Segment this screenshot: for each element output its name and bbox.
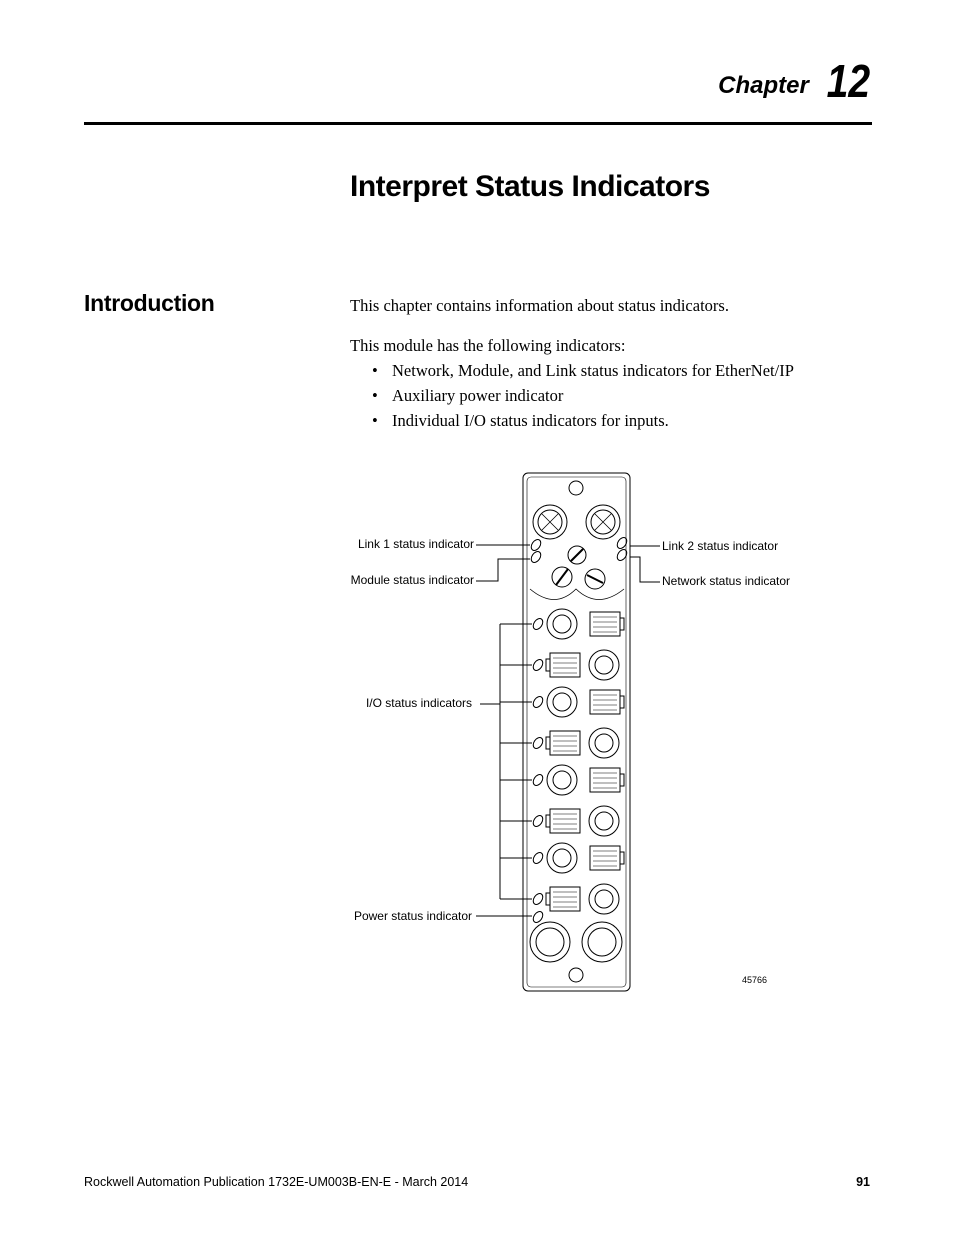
io-row-7 [547,843,624,873]
io-row-1 [547,609,624,639]
page-title: Interpret Status Indicators [350,170,710,203]
intro-text [350,293,870,433]
link2-callout: Link 2 status indicator [662,539,779,553]
chapter-label: Chapter [718,72,809,99]
rotary-switch-1 [568,546,586,564]
power-connector-2 [582,922,622,962]
power-connector-1 [530,922,570,962]
list-item: • Network, Module, and Link status indicators for EtherNet/IP [350,358,870,383]
switch-panel-outline [530,589,624,600]
section-heading: Introduction [84,290,215,316]
figure-number: 45766 [742,975,768,985]
link2-led [615,536,628,550]
chapter-heading [718,55,870,107]
io-row-8 [546,884,619,914]
list-item: • Auxiliary power indicator [350,383,870,408]
io-callout: I/O status indicators [365,696,472,710]
power-led [531,910,544,924]
link1-led [529,538,542,552]
chapter-rule [84,122,872,125]
list-item: • Individual I/O status indicators for inputs. [350,408,870,433]
io-led [531,617,544,906]
module-callout: Module status indicator [350,573,474,587]
link1-callout: Link 1 status indicator [357,537,474,551]
indicators-intro: This module has the following indicators: [350,336,626,355]
ethernet-connector-2 [586,505,620,539]
intro-paragraph: This chapter contains information about status indicators. [350,296,729,315]
io-row-6 [546,806,619,836]
rotary-switch-2 [552,567,572,587]
io-row-2 [546,650,619,680]
io-row-4 [546,728,619,758]
page-number: 91 [856,1175,870,1189]
module-led [529,550,542,564]
bottom-mounting-hole [569,968,583,982]
io-row-5 [547,765,624,795]
io-row-3 [547,687,624,717]
module-figure [340,465,810,1005]
network-led [615,548,628,562]
power-callout: Power status indicator [353,909,472,923]
footer-publication: Rockwell Automation Publication 1732E-UM003B-EN-E - March 2014 [84,1175,469,1189]
ethernet-connector-1 [533,505,567,539]
chapter-number: 12 [826,55,870,107]
top-mounting-hole [569,481,583,495]
indicator-list [350,358,870,433]
network-callout: Network status indicator [662,574,791,588]
rotary-switch-3 [585,569,605,589]
